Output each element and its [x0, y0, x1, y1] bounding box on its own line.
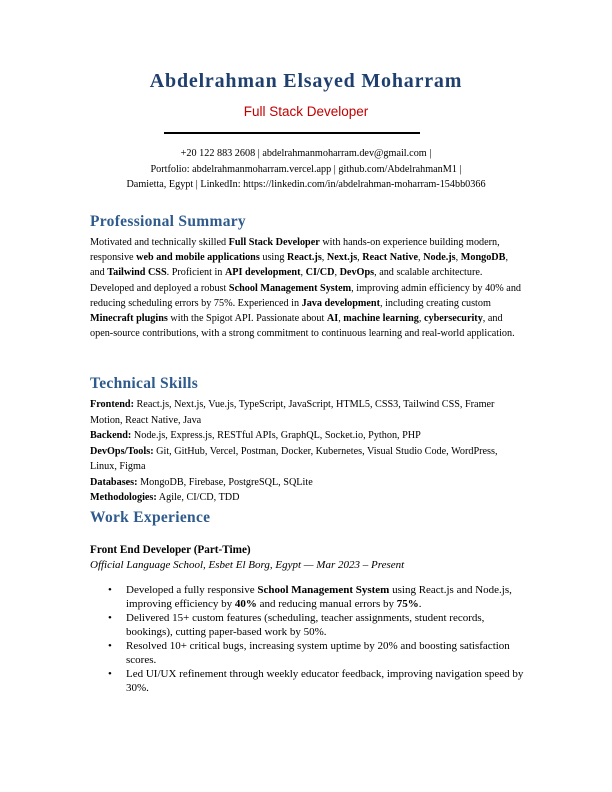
emphasis-text: DevOps	[339, 267, 375, 279]
emphasis-text: cybersecurity	[423, 313, 483, 325]
emphasis-text: API development	[224, 267, 301, 279]
bullet-dot-icon: •	[108, 668, 112, 680]
skill-label: Databases:	[90, 476, 138, 488]
body-text: and reducing manual errors by	[256, 598, 397, 610]
body-text: ,	[357, 252, 363, 264]
emphasis-text: AI	[326, 313, 339, 325]
body-text: ,	[300, 267, 306, 279]
body-text: Led UI/UX refinement through weekly educator feedback, improving navigation speed by 30%.	[126, 668, 524, 694]
body-text: using React.js and Node.js, improving efficiency by	[126, 584, 512, 610]
experience-bullet-item	[90, 611, 530, 639]
emphasis-text: School Management System	[228, 282, 352, 294]
job-title: Front End Developer (Part-Time)	[90, 544, 251, 556]
body-text: .	[418, 598, 422, 610]
skill-value: Agile, CI/CD, TDD	[156, 492, 240, 503]
skill-label: Backend:	[90, 430, 132, 441]
emphasis-text: School Management System	[257, 584, 390, 596]
experience-bullets	[90, 583, 530, 695]
emphasis-text: Next.js	[326, 252, 358, 264]
section-title-skills: Technical Skills	[90, 375, 199, 392]
body-text: ,	[338, 313, 344, 325]
skill-row-methodologies	[90, 490, 522, 506]
body-text: Developed a fully responsive	[126, 584, 258, 596]
skill-label: Frontend:	[90, 399, 134, 410]
contact-line-phone-email: +20 122 883 2608 | abdelrahmanmoharram.dev@gmail.com |	[180, 148, 432, 159]
body-text: . Proficient in	[166, 267, 225, 279]
emphasis-text: Full Stack Developer	[228, 237, 320, 248]
body-text: Resolved 10+ critical bugs, increasing system uptime by 20% and boosting satisfaction scores.	[126, 640, 510, 666]
body-text: Delivered 15+ custom features (scheduling, teacher assignments, student records, bookings), cutting paper-based work by 50%.	[126, 612, 485, 638]
section-title-summary: Professional Summary	[90, 213, 246, 230]
skill-label: DevOps/Tools:	[90, 445, 154, 457]
emphasis-text: CI/CD	[305, 267, 335, 279]
body-text: , improving admin efficiency by 40% and reducing scheduling errors by 75%. Experienced in	[90, 282, 522, 309]
body-text: ,	[418, 313, 424, 325]
skill-value: React.js, Next.js, Vue.js, TypeScript, JavaScript, HTML5, CSS3, Tailwind CSS, Framer Motion, React Native, Java	[90, 399, 495, 426]
emphasis-text: React Native	[362, 252, 418, 264]
bullet-dot-icon: •	[108, 584, 112, 596]
emphasis-text: Java development	[301, 297, 380, 309]
skill-value: MongoDB, Firebase, PostgreSQL, SQLite	[137, 476, 313, 488]
body-text: , and scalable architecture. Developed and deployed a robust	[90, 267, 483, 294]
emphasis-text: Minecraft plugins	[90, 313, 168, 325]
skill-value: Git, GitHub, Vercel, Postman, Docker, Kubernetes, Visual Studio Code, WordPress, Linux, Figma	[90, 445, 498, 472]
job-employer-dates: Official Language School, Esbet El Borg, Egypt — Mar 2023 – Present	[90, 559, 405, 571]
body-text: Motivated and technically skilled	[90, 237, 229, 248]
section-title-experience: Work Experience	[90, 509, 211, 526]
skill-label: Methodologies:	[90, 492, 157, 503]
body-text: ,	[321, 252, 327, 264]
experience-bullet-item	[90, 583, 530, 611]
body-text: , and	[90, 252, 508, 279]
header-divider	[164, 132, 420, 134]
body-text: , including creating custom	[380, 297, 491, 309]
body-text: ,	[418, 252, 424, 264]
contact-line-portfolio-github: Portfolio: abdelrahmanmoharram.vercel.app | github.com/AbdelrahmanM1 |	[150, 163, 462, 175]
body-text: using	[259, 252, 287, 264]
emphasis-text: web and mobile applications	[136, 252, 260, 264]
emphasis-text: 40%	[234, 598, 257, 610]
emphasis-text: 75%	[396, 598, 419, 610]
experience-bullet-item	[90, 667, 530, 695]
experience-bullet-item	[90, 639, 530, 667]
emphasis-text: Node.js	[423, 252, 456, 264]
body-text: ,	[455, 252, 461, 264]
emphasis-text: React.js	[287, 252, 322, 264]
body-text: with the Spigot API. Passionate about	[167, 313, 327, 325]
emphasis-text: Tailwind CSS	[107, 267, 167, 279]
candidate-name: Abdelrahman Elsayed Moharram	[149, 70, 463, 92]
body-text: , and open-source contributions, with a strong commitment to continuous learning and real-world application.	[90, 313, 515, 340]
skill-row-databases	[90, 475, 522, 491]
body-text: ,	[334, 267, 340, 279]
candidate-role: Full Stack Developer	[243, 104, 369, 119]
emphasis-text: MongoDB	[460, 252, 506, 264]
skill-row-devops	[90, 444, 522, 475]
body-text: with hands-on experience building modern, responsive	[90, 237, 500, 264]
bullet-dot-icon: •	[108, 612, 112, 624]
skill-row-backend	[90, 428, 522, 444]
contact-line-location-linkedin: Damietta, Egypt | LinkedIn: https://linkedin.com/in/abdelrahman-moharram-154bb0366	[126, 179, 486, 190]
contact-block	[0, 146, 612, 193]
emphasis-text: machine learning	[343, 313, 419, 325]
bullet-dot-icon: •	[108, 640, 112, 652]
skill-value: Node.js, Express.js, RESTful APIs, GraphQL, Socket.io, Python, PHP	[131, 430, 421, 441]
skill-row-frontend	[90, 397, 522, 428]
skills-list	[90, 397, 522, 506]
summary-paragraph	[90, 235, 522, 341]
